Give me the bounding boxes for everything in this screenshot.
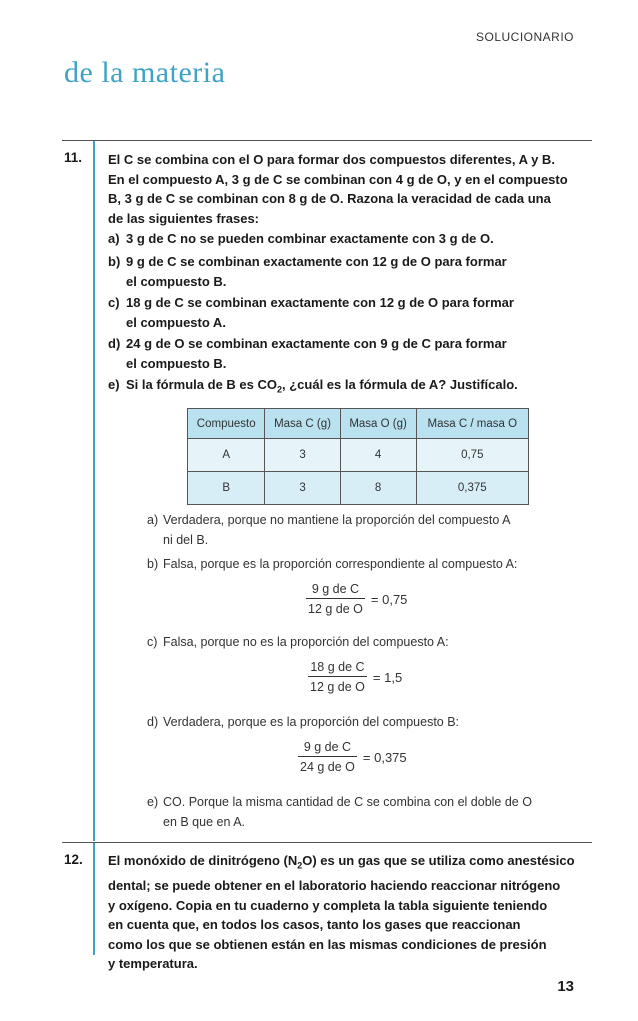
table-cell: 0,75 [416, 439, 528, 472]
table-header-cell: Masa O (g) [340, 409, 416, 439]
question-11-text [108, 150, 594, 228]
answer-c [147, 633, 577, 653]
option-a [108, 229, 588, 249]
text-line: como los que se obtienen están en las mismas condiciones de presión [108, 936, 547, 952]
fraction-result: = 0,75 [370, 591, 408, 607]
table-header-cell: Compuesto [188, 409, 265, 439]
table-cell: 4 [340, 439, 416, 472]
divider-top [62, 140, 592, 141]
text-segment: O) es un gas que se utiliza como anestésico [302, 853, 575, 868]
table-cell: 3 [265, 439, 340, 472]
answer-label: a) [147, 513, 159, 527]
answer-a [147, 511, 577, 550]
answer-label: c) [147, 635, 158, 649]
option-label: c) [108, 295, 120, 310]
option-text: 18 g de C se combinan exactamente con 12 g de O para formar [126, 295, 514, 310]
table-cell: A [188, 439, 265, 472]
answer-label: d) [147, 715, 159, 729]
option-c [108, 293, 588, 333]
option-label: d) [108, 336, 121, 351]
text-line: en cuenta que, en todos los casos, tanto los gases que reaccionan [108, 917, 521, 933]
subscript: 2 [277, 384, 283, 395]
table-row [188, 472, 529, 505]
accent-bar-q11 [93, 141, 95, 841]
question-12-text [108, 851, 594, 974]
table-cell: 3 [265, 472, 340, 505]
answer-text: CO. Porque la misma cantidad de C se combina con el doble de O [163, 795, 532, 809]
answer-text: Falsa, porque es la proporción correspondiente al compuesto A: [163, 557, 518, 571]
subscript: 2 [297, 860, 303, 871]
answer-d [147, 713, 577, 733]
fraction-numerator: 9 g de C [311, 582, 360, 596]
fraction-denominator: 12 g de O [306, 598, 365, 616]
fraction-denominator: 24 g de O [298, 756, 357, 774]
option-text: el compuesto B. [126, 356, 227, 371]
answer-label: e) [147, 795, 159, 809]
text-line: y temperatura. [108, 956, 198, 972]
answer-text: Verdadera, porque es la proporción del compuesto B: [163, 715, 460, 729]
fraction-b [306, 582, 407, 616]
question-number-11: 11. [64, 150, 83, 165]
text-segment: El monóxido de dinitrógeno (N [108, 853, 298, 868]
option-text: el compuesto A. [126, 315, 226, 330]
accent-bar-q12 [93, 843, 95, 955]
fraction-denominator: 12 g de O [308, 676, 367, 694]
text-line: En el compuesto A, 3 g de C se combinan con 4 g de O, y en el compuesto [108, 171, 568, 187]
option-b [108, 252, 588, 292]
option-text: 24 g de O se combinan exactamente con 9 g de C para formar [126, 336, 507, 351]
text-line: dental; se puede obtener en el laboratorio haciendo reaccionar nitrógeno [108, 878, 561, 894]
option-text: 3 g de C no se pueden combinar exactamente con 3 g de O. [126, 231, 494, 246]
option-text: , ¿cuál es la fórmula de A? Justifícalo. [282, 377, 518, 392]
section-title: de la materia [64, 56, 226, 89]
table-header-cell: Masa C / masa O [416, 409, 528, 439]
answer-b [147, 555, 577, 575]
fraction-d [298, 740, 407, 774]
table-row [188, 439, 529, 472]
option-text: Si la fórmula de B es CO [126, 377, 277, 392]
option-e [108, 375, 588, 400]
answer-text: Falsa, porque no es la proporción del compuesto A: [163, 635, 449, 649]
fraction-numerator: 9 g de C [303, 740, 352, 754]
text-line [108, 851, 594, 876]
text-line: B, 3 g de C se combinan con 8 g de O. Razona la veracidad de cada una [108, 191, 551, 206]
divider-q12 [62, 842, 592, 843]
header-label: SOLUCIONARIO [475, 30, 574, 44]
fraction-result: = 0,375 [362, 749, 407, 765]
option-label: b) [108, 254, 121, 269]
answer-label: b) [147, 557, 159, 571]
answer-e [147, 793, 577, 832]
text-line: de las siguientes frases: [108, 210, 260, 226]
table-cell: 0,375 [416, 472, 528, 505]
table-header-row [188, 409, 529, 439]
page-number: 13 [557, 978, 574, 995]
fraction-result: = 1,5 [372, 669, 403, 685]
fraction-numerator: 18 g de C [310, 660, 365, 674]
option-d [108, 334, 588, 374]
question-number-12: 12. [64, 852, 83, 867]
option-text: el compuesto B. [126, 274, 227, 289]
table-header-cell: Masa C (g) [265, 409, 340, 439]
option-label: a) [108, 231, 120, 246]
answer-text: ni del B. [163, 532, 209, 547]
answer-text: en B que en A. [163, 814, 246, 829]
table-cell: 8 [340, 472, 416, 505]
text-line: El C se combina con el O para formar dos compuestos diferentes, A y B. [108, 152, 555, 167]
answer-text: Verdadera, porque no mantiene la proporción del compuesto A [163, 513, 511, 527]
option-label: e) [108, 377, 120, 392]
option-text: 9 g de C se combinan exactamente con 12 g de O para formar [126, 254, 507, 269]
fraction-c [308, 660, 402, 694]
mass-ratio-table [187, 408, 529, 505]
table-cell: B [188, 472, 265, 505]
text-line: y oxígeno. Copia en tu cuaderno y completa la tabla siguiente teniendo [108, 897, 548, 913]
